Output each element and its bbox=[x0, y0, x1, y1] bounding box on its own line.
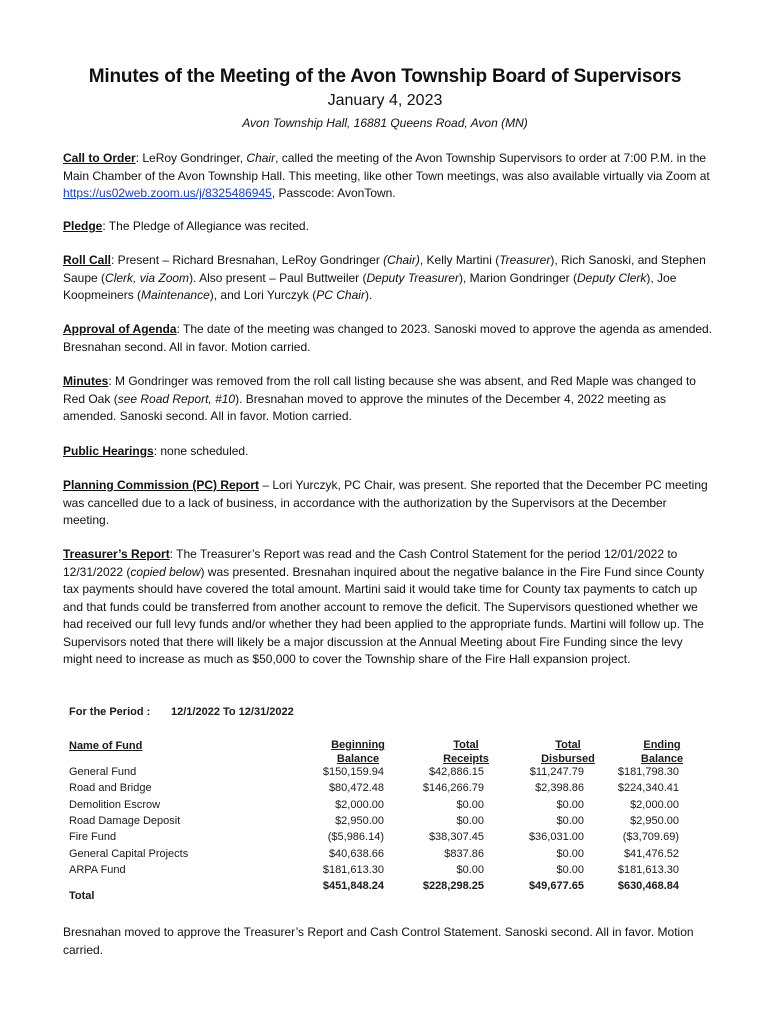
call-to-order-text: : LeRoy Gondringer, bbox=[135, 151, 247, 165]
fund-row bbox=[66, 864, 696, 880]
fund-end: $2,950.00 bbox=[630, 814, 679, 827]
agenda-text: : The date of the meeting was changed to 2023. Sanoski moved to approve the agenda as amended. Bresnahan second. All in favor. Motion carried. bbox=[63, 322, 713, 354]
roll-call-italic: Deputy Treasurer bbox=[366, 270, 459, 285]
col-header-ending-balance bbox=[622, 738, 702, 766]
meeting-date: January 4, 2023 bbox=[327, 92, 443, 109]
call-to-order-text-3: , Passcode: AvonTown. bbox=[271, 186, 396, 200]
total-end: $630,468.84 bbox=[617, 880, 679, 892]
fund-end: $181,613.30 bbox=[617, 863, 679, 876]
treasurer-text: : The Treasurer’s Report was read and the Cash Control Statement for the period 12/01/2022 to 12/31/2022 ( bbox=[63, 547, 678, 579]
col-header-line: Receipts bbox=[443, 753, 489, 765]
chair-title: Chair bbox=[246, 151, 276, 165]
fund-row bbox=[66, 815, 696, 831]
agenda-paragraph bbox=[63, 321, 715, 356]
roll-call-text: ), Marion Gondringer ( bbox=[458, 270, 578, 285]
treasurer-text-2: ) was presented. Bresnahan inquired about the negative balance in the Fire Fund since County tax payments should have covered the total amount. Martini said it would take time for County tax payments to catch up and that funds could be transferred from another account to remove the deficit. The Supervisors questioned whether we had received our full levy funds and/or whether they had been applied to the appropriate funds. Martini will follow up. The Supervisors noted that there will likely be a major discussion at the Annual Meeting about Fire Funding since the levy might need to increase as much as $50,000 to cover the Township share of the Fire Hall expansion project. bbox=[63, 564, 705, 666]
period-value: 12/1/2022 To 12/31/2022 bbox=[171, 706, 294, 718]
fund-name: General Fund bbox=[69, 766, 137, 778]
fund-disbursed: $0.00 bbox=[556, 863, 584, 876]
fund-name: General Capital Projects bbox=[69, 847, 189, 860]
roll-call-text: , Kelly Martini ( bbox=[419, 253, 500, 267]
treasurer-italic: copied below bbox=[130, 564, 201, 579]
zoom-link[interactable]: https://us02web.zoom.us/j/8325486945 bbox=[63, 186, 272, 200]
col-header-line: Beginning bbox=[331, 739, 385, 751]
minutes-italic: see Road Report, #10 bbox=[117, 391, 236, 406]
fund-receipts: $0.00 bbox=[456, 863, 484, 876]
fund-receipts: $0.00 bbox=[456, 814, 484, 827]
minutes-paragraph bbox=[63, 373, 715, 426]
fund-end: ($3,709.69) bbox=[622, 831, 679, 844]
treasurer-paragraph bbox=[63, 546, 715, 669]
col-header-line: Ending bbox=[643, 739, 681, 751]
fund-receipts: $38,307.45 bbox=[428, 831, 484, 844]
fund-begin: $150,159.94 bbox=[322, 766, 384, 778]
roll-call-paragraph bbox=[63, 252, 715, 305]
roll-call-italic: Clerk, via Zoom bbox=[105, 270, 190, 285]
agenda-heading: Approval of Agenda bbox=[63, 322, 177, 336]
roll-call-italic: (Chair) bbox=[383, 253, 420, 267]
fund-disbursed: $0.00 bbox=[556, 847, 584, 860]
fund-receipts: $146,266.79 bbox=[422, 782, 484, 795]
roll-call-text: : Present – Richard Bresnahan, LeRoy Gondringer bbox=[111, 253, 384, 267]
col-header-line: Balance bbox=[640, 753, 684, 765]
public-hearings-text: : none scheduled. bbox=[153, 444, 249, 458]
fund-name: Road and Bridge bbox=[69, 782, 152, 795]
fund-end: $41,476.52 bbox=[623, 847, 679, 860]
totals-row bbox=[66, 880, 696, 896]
fund-begin: $2,000.00 bbox=[335, 798, 384, 811]
minutes-text-2: ). Bresnahan moved to approve the minutes of the December 4, 2022 meeting as amended. Sanoski second. All in favor. Motion carried. bbox=[63, 391, 667, 423]
call-to-order-text-2: , called the meeting of the Avon Township Supervisors to order at 7:00 P.M. in the Main Chamber of the Avon Township Hall. This meeting, like other Town meetings, was also available virtually via Zoom at bbox=[63, 151, 710, 183]
total-begin: $451,848.24 bbox=[322, 880, 384, 892]
col-header-total-disbursed bbox=[528, 738, 608, 766]
treasurer-heading: Treasurer’s Report bbox=[63, 547, 170, 561]
public-hearings-paragraph bbox=[63, 443, 715, 461]
pledge-heading: Pledge bbox=[63, 219, 103, 233]
col-header-line: Total bbox=[555, 739, 581, 751]
fund-end: $181,798.30 bbox=[617, 766, 679, 778]
fund-disbursed: $2,398.86 bbox=[535, 782, 584, 795]
fund-name: ARPA Fund bbox=[69, 863, 126, 876]
roll-call-text: ), Rich Sanoski, and Stephen Saupe ( bbox=[63, 253, 706, 285]
pledge-text: : The Pledge of Allegiance was recited. bbox=[102, 219, 309, 233]
fund-name: Fire Fund bbox=[69, 831, 117, 844]
col-header-beginning-balance bbox=[318, 738, 398, 766]
fund-disbursed: $36,031.00 bbox=[528, 831, 584, 844]
fund-begin: $181,613.30 bbox=[322, 863, 384, 876]
public-hearings-heading: Public Hearings bbox=[63, 444, 154, 458]
col-header-line: Balance bbox=[336, 753, 380, 765]
total-disbursed: $49,677.65 bbox=[528, 880, 584, 892]
col-header-total-receipts bbox=[426, 738, 506, 766]
fund-row bbox=[66, 799, 696, 815]
roll-call-italic: Maintenance bbox=[141, 288, 210, 302]
col-header-line: Total bbox=[453, 739, 479, 751]
fund-name: Demolition Escrow bbox=[69, 798, 161, 811]
meeting-venue: Avon Township Hall, 16881 Queens Road, Avon (MN) bbox=[242, 116, 528, 130]
fund-end: $224,340.41 bbox=[617, 782, 679, 795]
roll-call-italic: Treasurer bbox=[499, 253, 551, 267]
pledge-paragraph bbox=[63, 218, 715, 236]
fund-row bbox=[66, 782, 696, 798]
fund-receipts: $0.00 bbox=[456, 798, 484, 811]
fund-begin: ($5,986.14) bbox=[327, 831, 384, 844]
closing-paragraph: Bresnahan moved to approve the Treasurer’s Report and Cash Control Statement. Sanoski second. All in favor. Motion carried. bbox=[63, 925, 694, 957]
roll-call-italic: PC Chair bbox=[316, 288, 365, 302]
roll-call-italic: Deputy Clerk bbox=[577, 270, 647, 285]
roll-call-heading: Roll Call bbox=[63, 253, 112, 267]
fund-name: Road Damage Deposit bbox=[69, 814, 181, 827]
minutes-heading: Minutes bbox=[63, 374, 109, 388]
fund-receipts: $42,886.15 bbox=[428, 766, 484, 778]
roll-call-text: ), and Lori Yurczyk ( bbox=[209, 288, 317, 302]
planning-text: – Lori Yurczyk, PC Chair, was present. She reported that the December PC meeting was cancelled due to a lack of business, in accordance with the authorization by the Supervisors at the December meeting. bbox=[63, 478, 708, 527]
total-receipts: $228,298.25 bbox=[422, 880, 484, 892]
planning-heading: Planning Commission (PC) Report bbox=[63, 478, 260, 492]
planning-paragraph bbox=[63, 477, 715, 530]
fund-begin: $2,950.00 bbox=[335, 814, 384, 827]
fund-row bbox=[66, 766, 696, 782]
fund-disbursed: $0.00 bbox=[556, 814, 584, 827]
fund-name-header: Name of Fund bbox=[69, 740, 143, 752]
fund-row bbox=[66, 831, 696, 847]
fund-begin: $40,638.66 bbox=[328, 847, 384, 860]
call-to-order-heading: Call to Order bbox=[63, 151, 136, 165]
call-to-order-paragraph bbox=[63, 150, 715, 203]
fund-disbursed: $11,247.79 bbox=[529, 766, 584, 778]
fund-begin: $80,472.48 bbox=[328, 782, 384, 795]
period-label: For the Period : bbox=[69, 706, 151, 718]
fund-receipts: $837.86 bbox=[444, 847, 484, 860]
page-title: Minutes of the Meeting of the Avon Township Board of Supervisors bbox=[88, 66, 682, 87]
cash-control-table bbox=[66, 702, 696, 912]
col-header-line: Disbursed bbox=[541, 753, 595, 765]
roll-call-text: ), Joe Koopmeiners ( bbox=[63, 270, 677, 302]
roll-call-text: ). bbox=[364, 288, 373, 302]
fund-end: $2,000.00 bbox=[630, 798, 679, 811]
total-label: Total bbox=[69, 890, 95, 902]
fund-disbursed: $0.00 bbox=[556, 798, 584, 811]
minutes-text: : M Gondringer was removed from the roll call listing because she was absent, and Red Maple was changed to Red Oak ( bbox=[63, 374, 696, 406]
roll-call-text: ). Also present – Paul Buttweiler ( bbox=[189, 270, 367, 285]
fund-row bbox=[66, 848, 696, 864]
